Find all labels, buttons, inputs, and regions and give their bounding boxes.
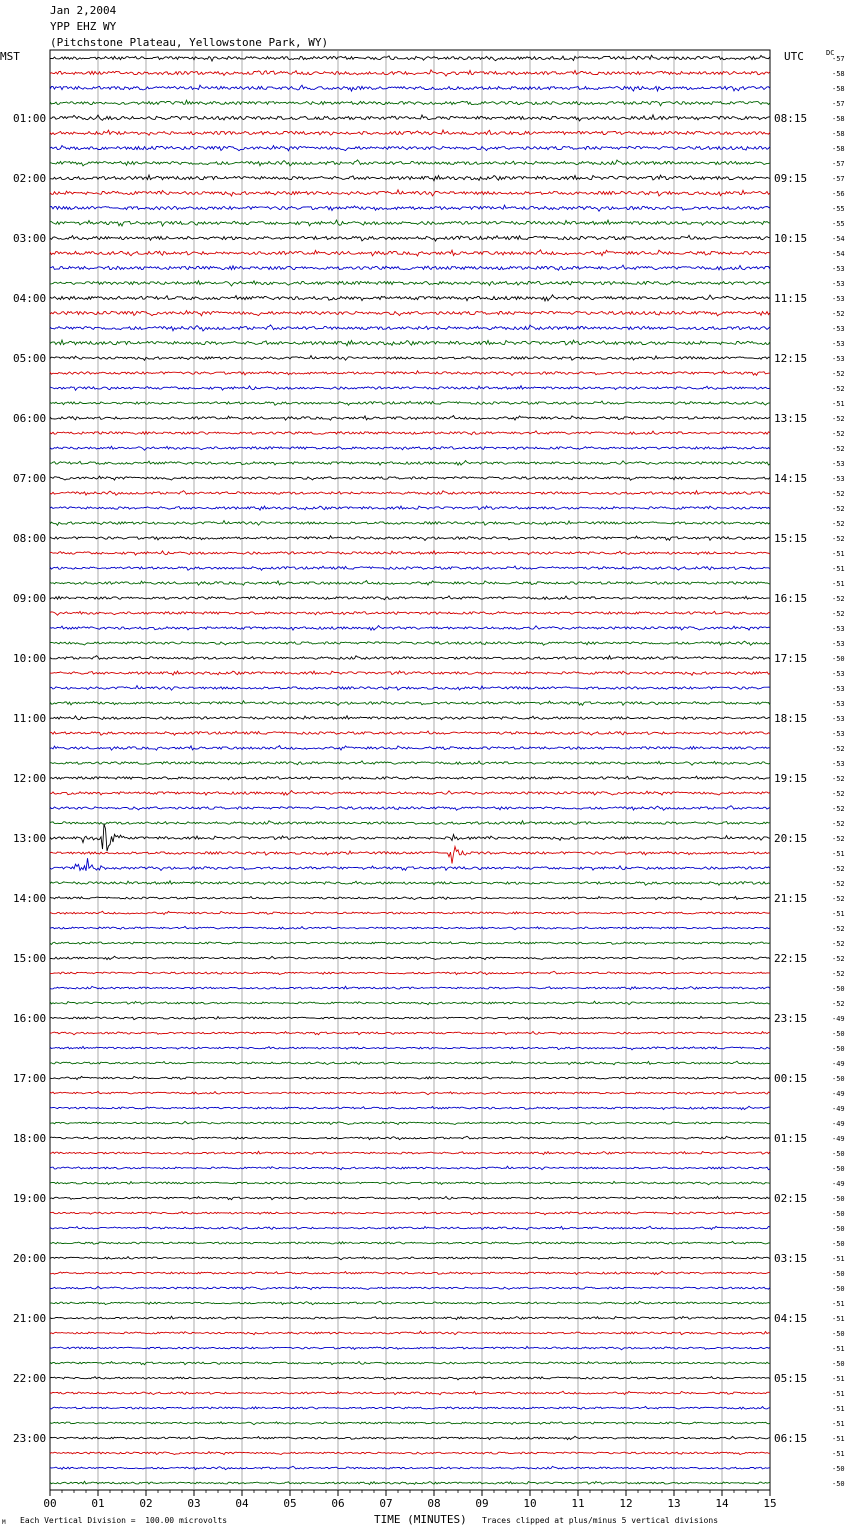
dc-offset-label: -52 [832,925,845,933]
dc-offset-label: -53 [832,295,845,303]
dc-offset-label: -55 [832,205,845,213]
dc-offset-label: -52 [832,1000,845,1008]
dc-offset-label: -53 [832,700,845,708]
x-tick-label: 01 [91,1497,105,1510]
utc-hour-label: 08:15 [774,112,808,125]
seismic-trace [50,446,770,450]
utc-hour-label: 02:15 [774,1192,808,1205]
dc-offset-label: -50 [832,1240,845,1248]
dc-offset-label: -52 [832,820,845,828]
dc-offset-label: -53 [832,475,845,483]
seismic-trace [50,1331,770,1335]
seismic-trace [50,986,770,989]
seismic-trace [50,1076,770,1079]
seismic-trace [50,956,770,959]
dc-offset-label: -49 [832,1120,845,1128]
dc-offset-label: -51 [832,1405,845,1413]
seismic-trace [50,847,770,864]
seismic-trace [50,746,770,751]
utc-hour-label: 03:15 [774,1252,808,1265]
seismic-trace [50,1166,770,1170]
seismic-trace [50,85,770,91]
dc-offset-label: -53 [832,460,845,468]
dc-offset-label: -58 [832,70,845,78]
seismic-trace [50,371,770,376]
seismic-trace [50,1241,770,1244]
dc-offset-label: -53 [832,730,845,738]
seismic-trace [50,1016,770,1019]
dc-offset-label: -53 [832,265,845,273]
dc-offset-label: -54 [832,250,845,258]
mst-hour-label: 18:00 [13,1132,47,1145]
mst-hour-label: 23:00 [13,1432,47,1445]
seismic-trace [50,942,770,945]
right-axis-label: UTC [784,50,804,63]
seismic-trace [50,926,770,929]
seismic-trace [50,190,770,196]
utc-hour-label: 06:15 [774,1432,808,1445]
utc-hour-label: 09:15 [774,172,808,185]
dc-offset-label: -57 [832,55,845,63]
dc-offset-label: -52 [832,430,845,438]
seismic-trace [50,1271,770,1274]
seismic-trace [50,1257,770,1260]
utc-hour-label: 20:15 [774,832,808,845]
seismic-trace [50,70,770,76]
dc-offset-label: -52 [832,940,845,948]
left-axis-label: MST [0,50,20,63]
seismic-trace [50,1196,770,1199]
mst-hour-label: 11:00 [13,712,47,725]
mst-hour-label: 01:00 [13,112,47,125]
seismic-trace [50,386,770,391]
utc-hour-label: 22:15 [774,952,808,965]
x-tick-label: 09 [475,1497,489,1510]
seismic-trace [50,506,770,510]
seismic-trace [50,776,770,780]
utc-hour-label: 12:15 [774,352,808,365]
seismic-trace [50,356,770,361]
mst-hour-label: 14:00 [13,892,47,905]
dc-label: DC [826,49,835,57]
dc-offset-label: -51 [832,1390,845,1398]
x-tick-label: 14 [715,1497,729,1510]
dc-offset-label: -51 [832,565,845,573]
dc-offset-label: -53 [832,715,845,723]
seismic-trace [50,1422,770,1425]
dc-offset-label: -52 [832,610,845,618]
utc-hour-label: 05:15 [774,1372,808,1385]
clip-note: Traces clipped at plus/minus 5 vertical divisions [482,1516,719,1525]
dc-offset-label: -51 [832,1450,845,1458]
seismic-trace [50,416,770,421]
seismic-trace [50,146,770,151]
dc-offset-label: -53 [832,670,845,678]
dc-offset-label: -50 [832,1045,845,1053]
seismic-trace [50,1466,770,1469]
dc-offset-label: -50 [832,1285,845,1293]
dc-offset-label: -52 [832,310,845,318]
seismic-trace [50,1106,770,1109]
mst-hour-label: 08:00 [13,532,47,545]
dc-offset-label: -57 [832,100,845,108]
seismic-trace [50,160,770,166]
seismic-trace [50,971,770,974]
dc-offset-label: -50 [832,1165,845,1173]
seismic-trace [50,521,770,526]
seismic-trace [50,1436,770,1439]
dc-offset-label: -49 [832,1015,845,1023]
dc-offset-label: -53 [832,685,845,693]
dc-offset-label: -50 [832,1330,845,1338]
seismic-trace [50,325,770,331]
utc-hour-label: 00:15 [774,1072,808,1085]
seismic-trace [50,1226,770,1230]
utc-hour-label: 15:15 [774,532,808,545]
dc-offset-label: -51 [832,1300,845,1308]
mst-hour-label: 09:00 [13,592,47,605]
utc-hour-label: 23:15 [774,1012,808,1025]
mst-hour-label: 07:00 [13,472,47,485]
utc-hour-label: 18:15 [774,712,808,725]
scale-note: Each Vertical Division = 100.00 microvolts [20,1516,228,1525]
dc-offset-label: -52 [832,880,845,888]
seismic-trace [50,491,770,496]
seismic-trace [50,1091,770,1094]
seismic-trace [50,461,770,466]
dc-offset-label: -57 [832,160,845,168]
seismic-trace [50,265,770,270]
seismic-trace [50,55,770,61]
seismic-trace [50,824,770,851]
seismic-trace [50,611,770,615]
mst-hour-label: 12:00 [13,772,47,785]
seismic-trace [50,641,770,645]
dc-offset-label: -49 [832,1180,845,1188]
dc-offset-label: -51 [832,850,845,858]
mst-hour-label: 19:00 [13,1192,47,1205]
dc-offset-label: -51 [832,1315,845,1323]
mst-hour-label: 15:00 [13,952,47,965]
seismic-trace [50,671,770,675]
dc-offset-label: -51 [832,1255,845,1263]
seismic-trace [50,205,770,211]
dc-offset-label: -52 [832,745,845,753]
mst-hour-label: 05:00 [13,352,47,365]
x-tick-label: 11 [571,1497,585,1510]
chart-subtitle: (Pitchstone Plateau, Yellowstone Park, WY) [50,36,329,49]
dc-offset-label: -50 [832,1480,845,1488]
seismic-trace [50,1452,770,1455]
seismic-trace [50,536,770,541]
seismic-trace [50,1121,770,1124]
seismic-trace [50,566,770,570]
seismic-trace [50,1391,770,1395]
dc-offset-label: -50 [832,1225,845,1233]
dc-offset-label: -49 [832,1060,845,1068]
seismic-trace [50,311,770,316]
dc-offset-label: -58 [832,130,845,138]
seismic-trace [50,1136,770,1139]
seismic-trace [50,626,770,631]
dc-offset-label: -53 [832,355,845,363]
x-tick-label: 07 [379,1497,393,1510]
seismic-trace [50,656,770,660]
utc-hour-label: 16:15 [774,592,808,605]
x-tick-label: 02 [139,1497,153,1510]
seismic-trace [50,1151,770,1154]
mst-hour-label: 03:00 [13,232,47,245]
dc-offset-label: -51 [832,1375,845,1383]
seismic-trace [50,596,770,600]
dc-offset-label: -50 [832,1030,845,1038]
dc-offset-label: -52 [832,445,845,453]
seismic-trace [50,881,770,886]
dc-offset-label: -58 [832,115,845,123]
seismic-trace [50,911,770,914]
seismic-trace [50,1031,770,1034]
dc-offset-label: -50 [832,1465,845,1473]
dc-offset-label: -50 [832,1195,845,1203]
dc-offset-label: -52 [832,415,845,423]
mst-hour-label: 21:00 [13,1312,47,1325]
x-tick-label: 13 [667,1497,681,1510]
seismic-trace [50,281,770,286]
dc-offset-label: -52 [832,895,845,903]
seismic-trace [50,716,770,720]
seismic-trace [50,1406,770,1409]
chart-date: Jan 2,2004 [50,4,117,17]
seismic-trace [50,115,770,121]
seismic-trace [50,791,770,796]
dc-offset-label: -49 [832,1135,845,1143]
dc-offset-label: -52 [832,790,845,798]
x-tick-label: 00 [43,1497,57,1510]
dc-offset-label: -50 [832,1150,845,1158]
x-tick-label: 04 [235,1497,249,1510]
x-tick-label: 06 [331,1497,345,1510]
x-tick-label: 03 [187,1497,201,1510]
dc-offset-label: -54 [832,235,845,243]
seismic-trace [50,896,770,899]
seismic-trace [50,235,770,241]
dc-offset-label: -50 [832,655,845,663]
seismic-trace [50,1046,770,1049]
dc-offset-label: -52 [832,520,845,528]
mst-hour-label: 20:00 [13,1252,47,1265]
seismic-trace [50,761,770,765]
seismic-trace [50,401,770,405]
dc-offset-label: -56 [832,190,845,198]
mst-hour-label: 10:00 [13,652,47,665]
dc-offset-label: -53 [832,325,845,333]
seismic-trace [50,731,770,735]
seismic-trace [50,1377,770,1380]
dc-offset-label: -55 [832,220,845,228]
utc-hour-label: 21:15 [774,892,808,905]
seismic-trace [50,1301,770,1304]
dc-offset-label: -52 [832,370,845,378]
seismic-trace [50,250,770,256]
dc-offset-label: -58 [832,85,845,93]
utc-hour-label: 13:15 [774,412,808,425]
seismic-trace [50,175,770,181]
dc-offset-label: -52 [832,805,845,813]
seismic-trace [50,431,770,435]
dc-offset-label: -53 [832,640,845,648]
seismic-trace [50,1361,770,1364]
dc-offset-label: -52 [832,835,845,843]
mst-hour-label: 17:00 [13,1072,47,1085]
seismic-trace [50,581,770,586]
x-axis-title: TIME (MINUTES) [374,1513,467,1526]
dc-offset-label: -52 [832,490,845,498]
utc-hour-label: 11:15 [774,292,808,305]
dc-offset-label: -51 [832,580,845,588]
x-tick-label: 15 [763,1497,777,1510]
dc-offset-label: -50 [832,985,845,993]
dc-offset-label: -49 [832,1105,845,1113]
x-tick-label: 10 [523,1497,537,1510]
seismic-trace [50,701,770,706]
x-tick-label: 05 [283,1497,297,1510]
dc-offset-label: -50 [832,1270,845,1278]
dc-offset-label: -58 [832,145,845,153]
seismic-trace [50,220,770,226]
dc-offset-label: -51 [832,400,845,408]
seismic-trace [50,1481,770,1484]
mst-hour-label: 22:00 [13,1372,47,1385]
x-tick-label: 08 [427,1497,441,1510]
seismic-trace [50,1212,770,1215]
plot-frame [50,50,770,1490]
dc-offset-label: -50 [832,1075,845,1083]
dc-offset-label: -52 [832,775,845,783]
seismic-trace [50,1316,770,1319]
utc-hour-label: 19:15 [774,772,808,785]
mst-hour-label: 16:00 [13,1012,47,1025]
dc-offset-label: -57 [832,175,845,183]
dc-offset-label: -53 [832,280,845,288]
dc-offset-label: -51 [832,1435,845,1443]
dc-offset-label: -52 [832,955,845,963]
dc-offset-label: -51 [832,910,845,918]
seismic-trace [50,806,770,811]
utc-hour-label: 01:15 [774,1132,808,1145]
dc-offset-label: -49 [832,1090,845,1098]
seismic-trace [50,821,770,825]
seismic-trace [50,476,770,480]
seismic-trace [50,858,770,871]
dc-offset-label: -50 [832,1210,845,1218]
x-tick-label: 12 [619,1497,633,1510]
dc-offset-label: -51 [832,1420,845,1428]
dc-offset-label: -52 [832,385,845,393]
dc-offset-label: -53 [832,760,845,768]
dc-offset-label: -52 [832,595,845,603]
seismic-trace [50,551,770,555]
mst-hour-label: 04:00 [13,292,47,305]
dc-offset-label: -53 [832,625,845,633]
seismic-trace [50,100,770,106]
dc-offset-label: -51 [832,550,845,558]
seismic-trace [50,1061,770,1065]
seismic-trace [50,1001,770,1005]
utc-hour-label: 10:15 [774,232,808,245]
seismic-trace [50,130,770,135]
dc-offset-label: -52 [832,505,845,513]
corner-mark: M [2,1519,6,1526]
mst-hour-label: 02:00 [13,172,47,185]
dc-offset-label: -50 [832,1360,845,1368]
seismic-trace [50,340,770,346]
seismic-trace [50,295,770,301]
mst-hour-label: 13:00 [13,832,47,845]
dc-offset-label: -53 [832,340,845,348]
dc-offset-label: -52 [832,865,845,873]
utc-hour-label: 17:15 [774,652,808,665]
utc-hour-label: 04:15 [774,1312,808,1325]
dc-offset-label: -51 [832,1345,845,1353]
utc-hour-label: 14:15 [774,472,808,485]
mst-hour-label: 06:00 [13,412,47,425]
seismic-trace [50,1181,770,1184]
dc-offset-label: -52 [832,970,845,978]
seismic-trace [50,1286,770,1289]
chart-title: YPP EHZ WY [50,20,117,33]
seismic-trace [50,1346,770,1349]
seismic-trace [50,686,770,691]
dc-offset-label: -52 [832,535,845,543]
